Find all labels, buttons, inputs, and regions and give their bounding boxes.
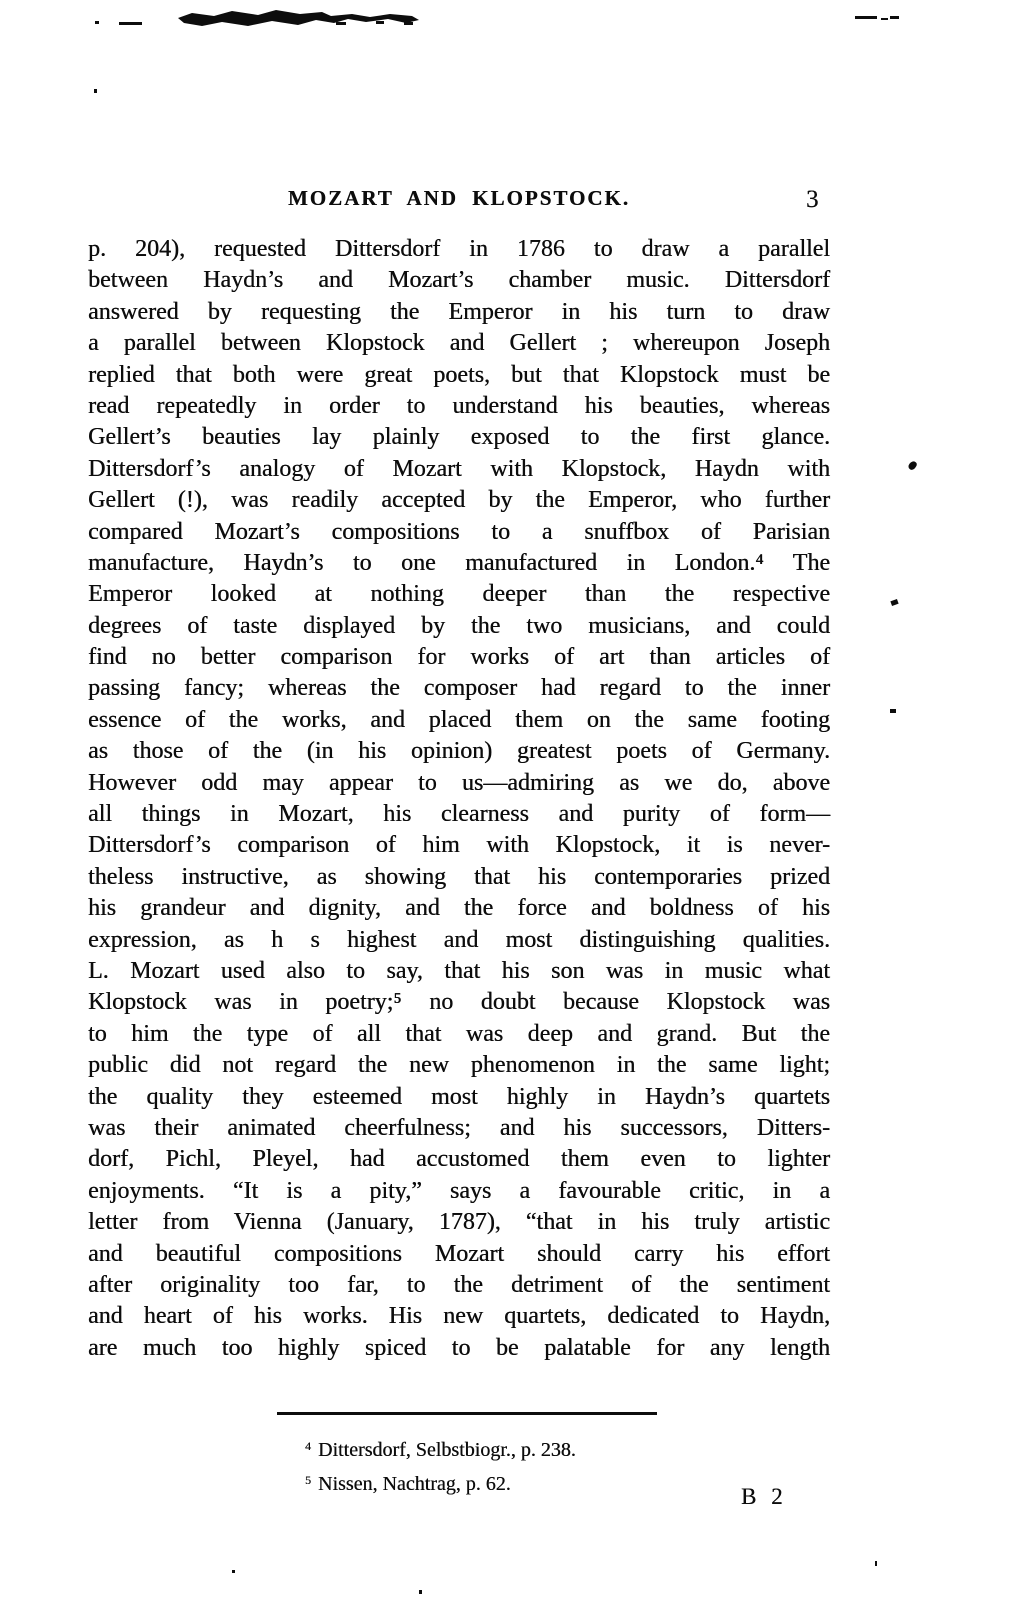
footnotes bbox=[305, 1431, 725, 1499]
footnote-text: Nissen, Nachtrag, p. 62. bbox=[318, 1473, 511, 1495]
footnote-marker: 5 bbox=[305, 1473, 311, 1487]
scan-speck bbox=[419, 1590, 422, 1594]
scan-speck bbox=[95, 21, 99, 24]
footnote bbox=[305, 1431, 725, 1465]
body-text-line: p. 204), requested Dittersdorf in 1786 to draw a parallel bbox=[88, 236, 830, 262]
body-text-line: Emperor looked at nothing deeper than the respective bbox=[88, 581, 830, 608]
page-number: 3 bbox=[806, 186, 819, 213]
body-text-line: theless instructive, as showing that his contemporaries prized bbox=[88, 863, 830, 890]
footnote-text: Dittersdorf, Selbstbiogr., p. 238. bbox=[318, 1439, 576, 1461]
body-text-line: expression, as h s highest and most distinguishing qualities. bbox=[88, 926, 830, 953]
body-text-line: degrees of taste displayed by the two musicians, and could bbox=[88, 612, 830, 639]
body-text-line: letter from Vienna (January, 1787), “that in his truly artistic bbox=[88, 1209, 830, 1236]
scan-dash bbox=[855, 16, 877, 19]
body-text-line: after originality too far, to the detriment of the sentiment bbox=[88, 1271, 830, 1298]
signature-mark: B 2 bbox=[741, 1484, 783, 1509]
body-text-line: his grandeur and dignity, and the force and boldness of his bbox=[88, 895, 830, 922]
body-text-line: Dittersdorf’s comparison of him with Klopstock, it is never- bbox=[88, 832, 830, 859]
body-text-line: all things in Mozart, his clearness and purity of form— bbox=[88, 801, 830, 828]
scan-speck bbox=[875, 1561, 877, 1566]
body-text-line: to him the type of all that was deep and grand. But the bbox=[88, 1020, 830, 1047]
body-text-line: and beautiful compositions Mozart should carry his effort bbox=[88, 1240, 830, 1267]
footnote bbox=[305, 1465, 725, 1499]
scan-speck bbox=[890, 599, 898, 606]
body-text-line: public did not regard the new phenomenon in the same light; bbox=[88, 1052, 830, 1079]
body-text-line: Gellert’s beauties lay plainly exposed to the first glance. bbox=[88, 424, 830, 451]
scan-dash bbox=[119, 22, 142, 25]
body-text-line: passing fancy; whereas the composer had regard to the inner bbox=[88, 675, 830, 702]
body-text-line: between Haydn’s and Mozart’s chamber music. Dittersdorf bbox=[88, 267, 830, 294]
footnote-divider bbox=[277, 1412, 657, 1415]
body-text-line: are much too highly spiced to be palatable for any length bbox=[88, 1334, 830, 1361]
scan-speck bbox=[890, 709, 896, 713]
body-text-line: Gellert (!), was readily accepted by the Emperor, who further bbox=[88, 487, 830, 514]
body-text-line: a parallel between Klopstock and Gellert ; whereupon Joseph bbox=[88, 330, 830, 357]
page-body-text bbox=[88, 234, 830, 1364]
body-text-line: Klopstock was in poetry;⁵ no doubt because Klopstock was bbox=[88, 989, 830, 1016]
body-text-line: was their animated cheerfulness; and his successors, Ditters- bbox=[88, 1114, 830, 1141]
body-text-line: manufacture, Haydn’s to one manufactured in London.⁴ The bbox=[88, 549, 830, 576]
body-text-line: dorf, Pichl, Pleyel, had accustomed them even to lighter bbox=[88, 1146, 830, 1173]
body-text-line: essence of the works, and placed them on the same footing bbox=[88, 706, 830, 733]
body-text-line: However odd may appear to us—admiring as we do, above bbox=[88, 769, 830, 796]
body-text-line: L. Mozart used also to say, that his son was in music what bbox=[88, 957, 830, 984]
ink-smudge-artifact bbox=[176, 8, 421, 32]
running-header-title: MOZART AND KLOPSTOCK. bbox=[287, 186, 631, 210]
body-text-line: compared Mozart’s compositions to a snuffbox of Parisian bbox=[88, 518, 830, 545]
body-text-line: enjoyments. “It is a pity,” says a favourable critic, in a bbox=[88, 1177, 830, 1204]
scan-dash bbox=[890, 16, 899, 19]
body-text-line: the quality they esteemed most highly in Haydn’s quartets bbox=[88, 1083, 830, 1110]
body-text-line: replied that both were great poets, but that Klopstock must be bbox=[88, 361, 830, 388]
body-text-line: and heart of his works. His new quartets, dedicated to Haydn, bbox=[88, 1303, 830, 1330]
body-text-line: answered by requesting the Emperor in his turn to draw bbox=[88, 298, 830, 325]
footnote-marker: 4 bbox=[305, 1439, 311, 1453]
scan-speck bbox=[232, 1570, 235, 1573]
scan-dash bbox=[881, 18, 888, 20]
scan-speck bbox=[907, 460, 918, 471]
scan-speck bbox=[94, 89, 97, 93]
body-text-line: find no better comparison for works of art than articles of bbox=[88, 644, 830, 671]
body-text-line: as those of the (in his opinion) greatest poets of Germany. bbox=[88, 738, 830, 765]
body-text-line: Dittersdorf’s analogy of Mozart with Klopstock, Haydn with bbox=[88, 455, 830, 482]
body-text-line: read repeatedly in order to understand his beauties, whereas bbox=[88, 392, 830, 419]
